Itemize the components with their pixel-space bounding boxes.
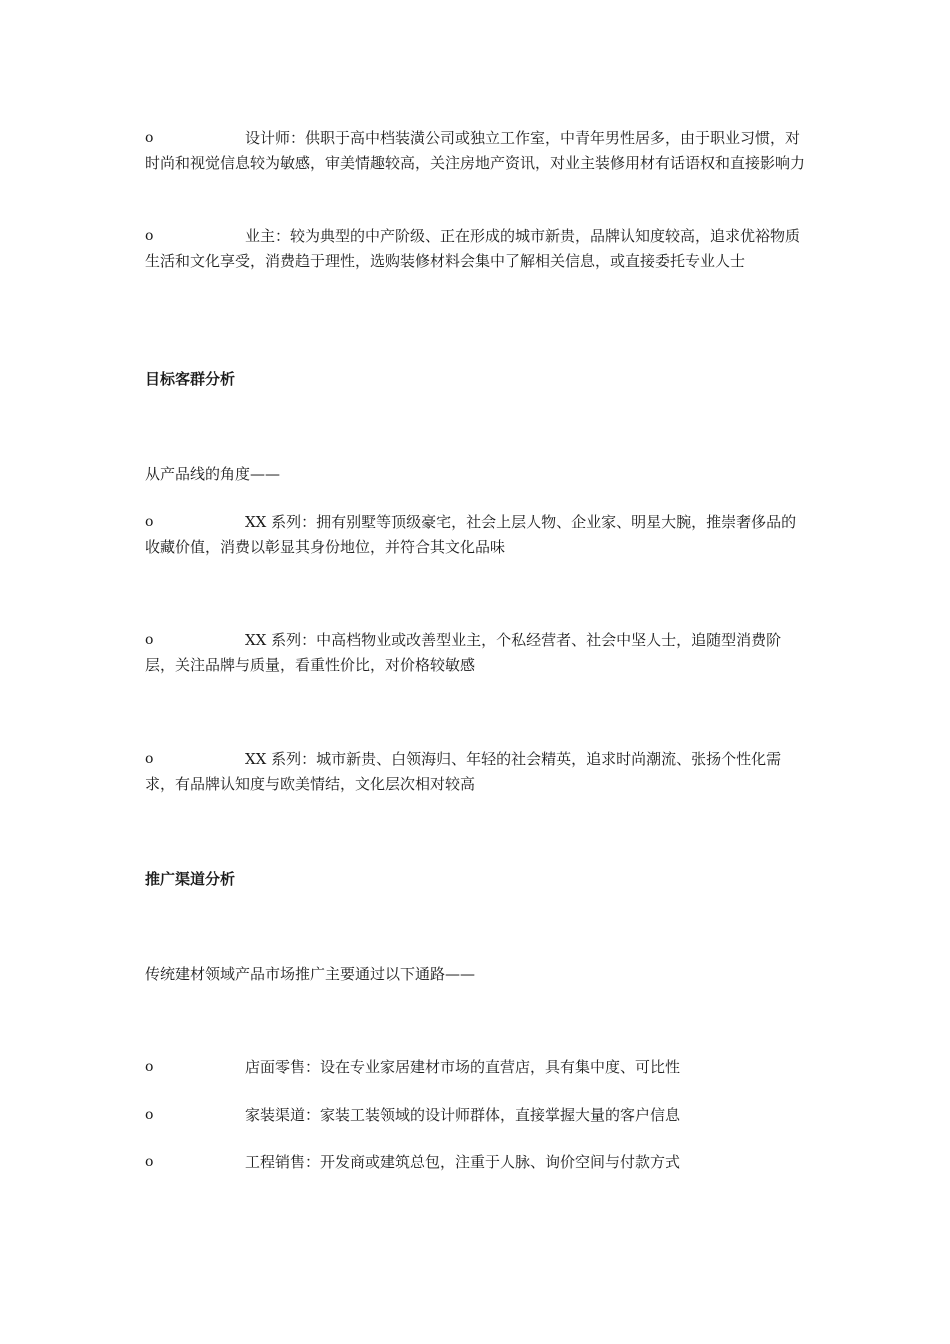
bullet-marker: o	[145, 228, 154, 244]
bullet-text: 设计师：供职于高中档装潢公司或独立工作室，中青年男性居多，由于职业习惯，对时尚和视觉信息较为敏感，审美情趣较高，关注房地产资讯，对业主装修用材有话语权和直接影响力	[145, 129, 806, 172]
product-line-intro: 从产品线的角度——	[145, 465, 281, 483]
bullet-text: 工程销售：开发商或建筑总包，注重于人脉、询价空间与付款方式	[245, 1153, 681, 1171]
bullet-series-3	[145, 747, 805, 797]
bullet-marker: o	[145, 514, 154, 530]
section-heading-promotion-channels: 推广渠道分析	[145, 870, 236, 888]
bullet-series-1	[145, 510, 805, 560]
bullet-series-2	[145, 628, 805, 678]
bullet-marker: o	[145, 1107, 154, 1123]
bullet-marker: o	[145, 751, 154, 767]
section-heading-target-customers: 目标客群分析	[145, 370, 236, 388]
bullet-marker: o	[145, 130, 154, 146]
bullet-channel-project	[145, 1150, 805, 1175]
bullet-text: 业主：较为典型的中产阶级、正在形成的城市新贵，品牌认知度较高，追求优裕物质生活和文化享受，消费趋于理性，选购装修材料会集中了解相关信息，或直接委托专业人士	[145, 227, 801, 270]
bullet-text: XX 系列：中高档物业或改善型业主，个私经营者、社会中坚人士，追随型消费阶层，关注品牌与质量，看重性价比，对价格较敏感	[145, 631, 782, 674]
bullet-text: XX 系列：拥有别墅等顶级豪宅，社会上层人物、企业家、明星大腕，推崇奢侈品的收藏价值，消费以彰显其身份地位，并符合其文化品味	[145, 513, 797, 556]
bullet-text: 店面零售：设在专业家居建材市场的直营店，具有集中度、可比性	[245, 1058, 681, 1076]
bullet-marker: o	[145, 1059, 154, 1075]
bullet-designer	[145, 126, 805, 176]
bullet-marker: o	[145, 1154, 154, 1170]
bullet-text: 家装渠道：家装工装领域的设计师群体，直接掌握大量的客户信息	[245, 1106, 681, 1124]
channel-intro: 传统建材领域产品市场推广主要通过以下通路——	[145, 965, 476, 983]
bullet-owner	[145, 224, 805, 274]
bullet-channel-decoration	[145, 1103, 805, 1128]
bullet-text: XX 系列：城市新贵、白领海归、年轻的社会精英，追求时尚潮流、张扬个性化需求，有品牌认知度与欧美情结，文化层次相对较高	[145, 750, 782, 793]
bullet-marker: o	[145, 632, 154, 648]
bullet-channel-retail	[145, 1055, 805, 1080]
